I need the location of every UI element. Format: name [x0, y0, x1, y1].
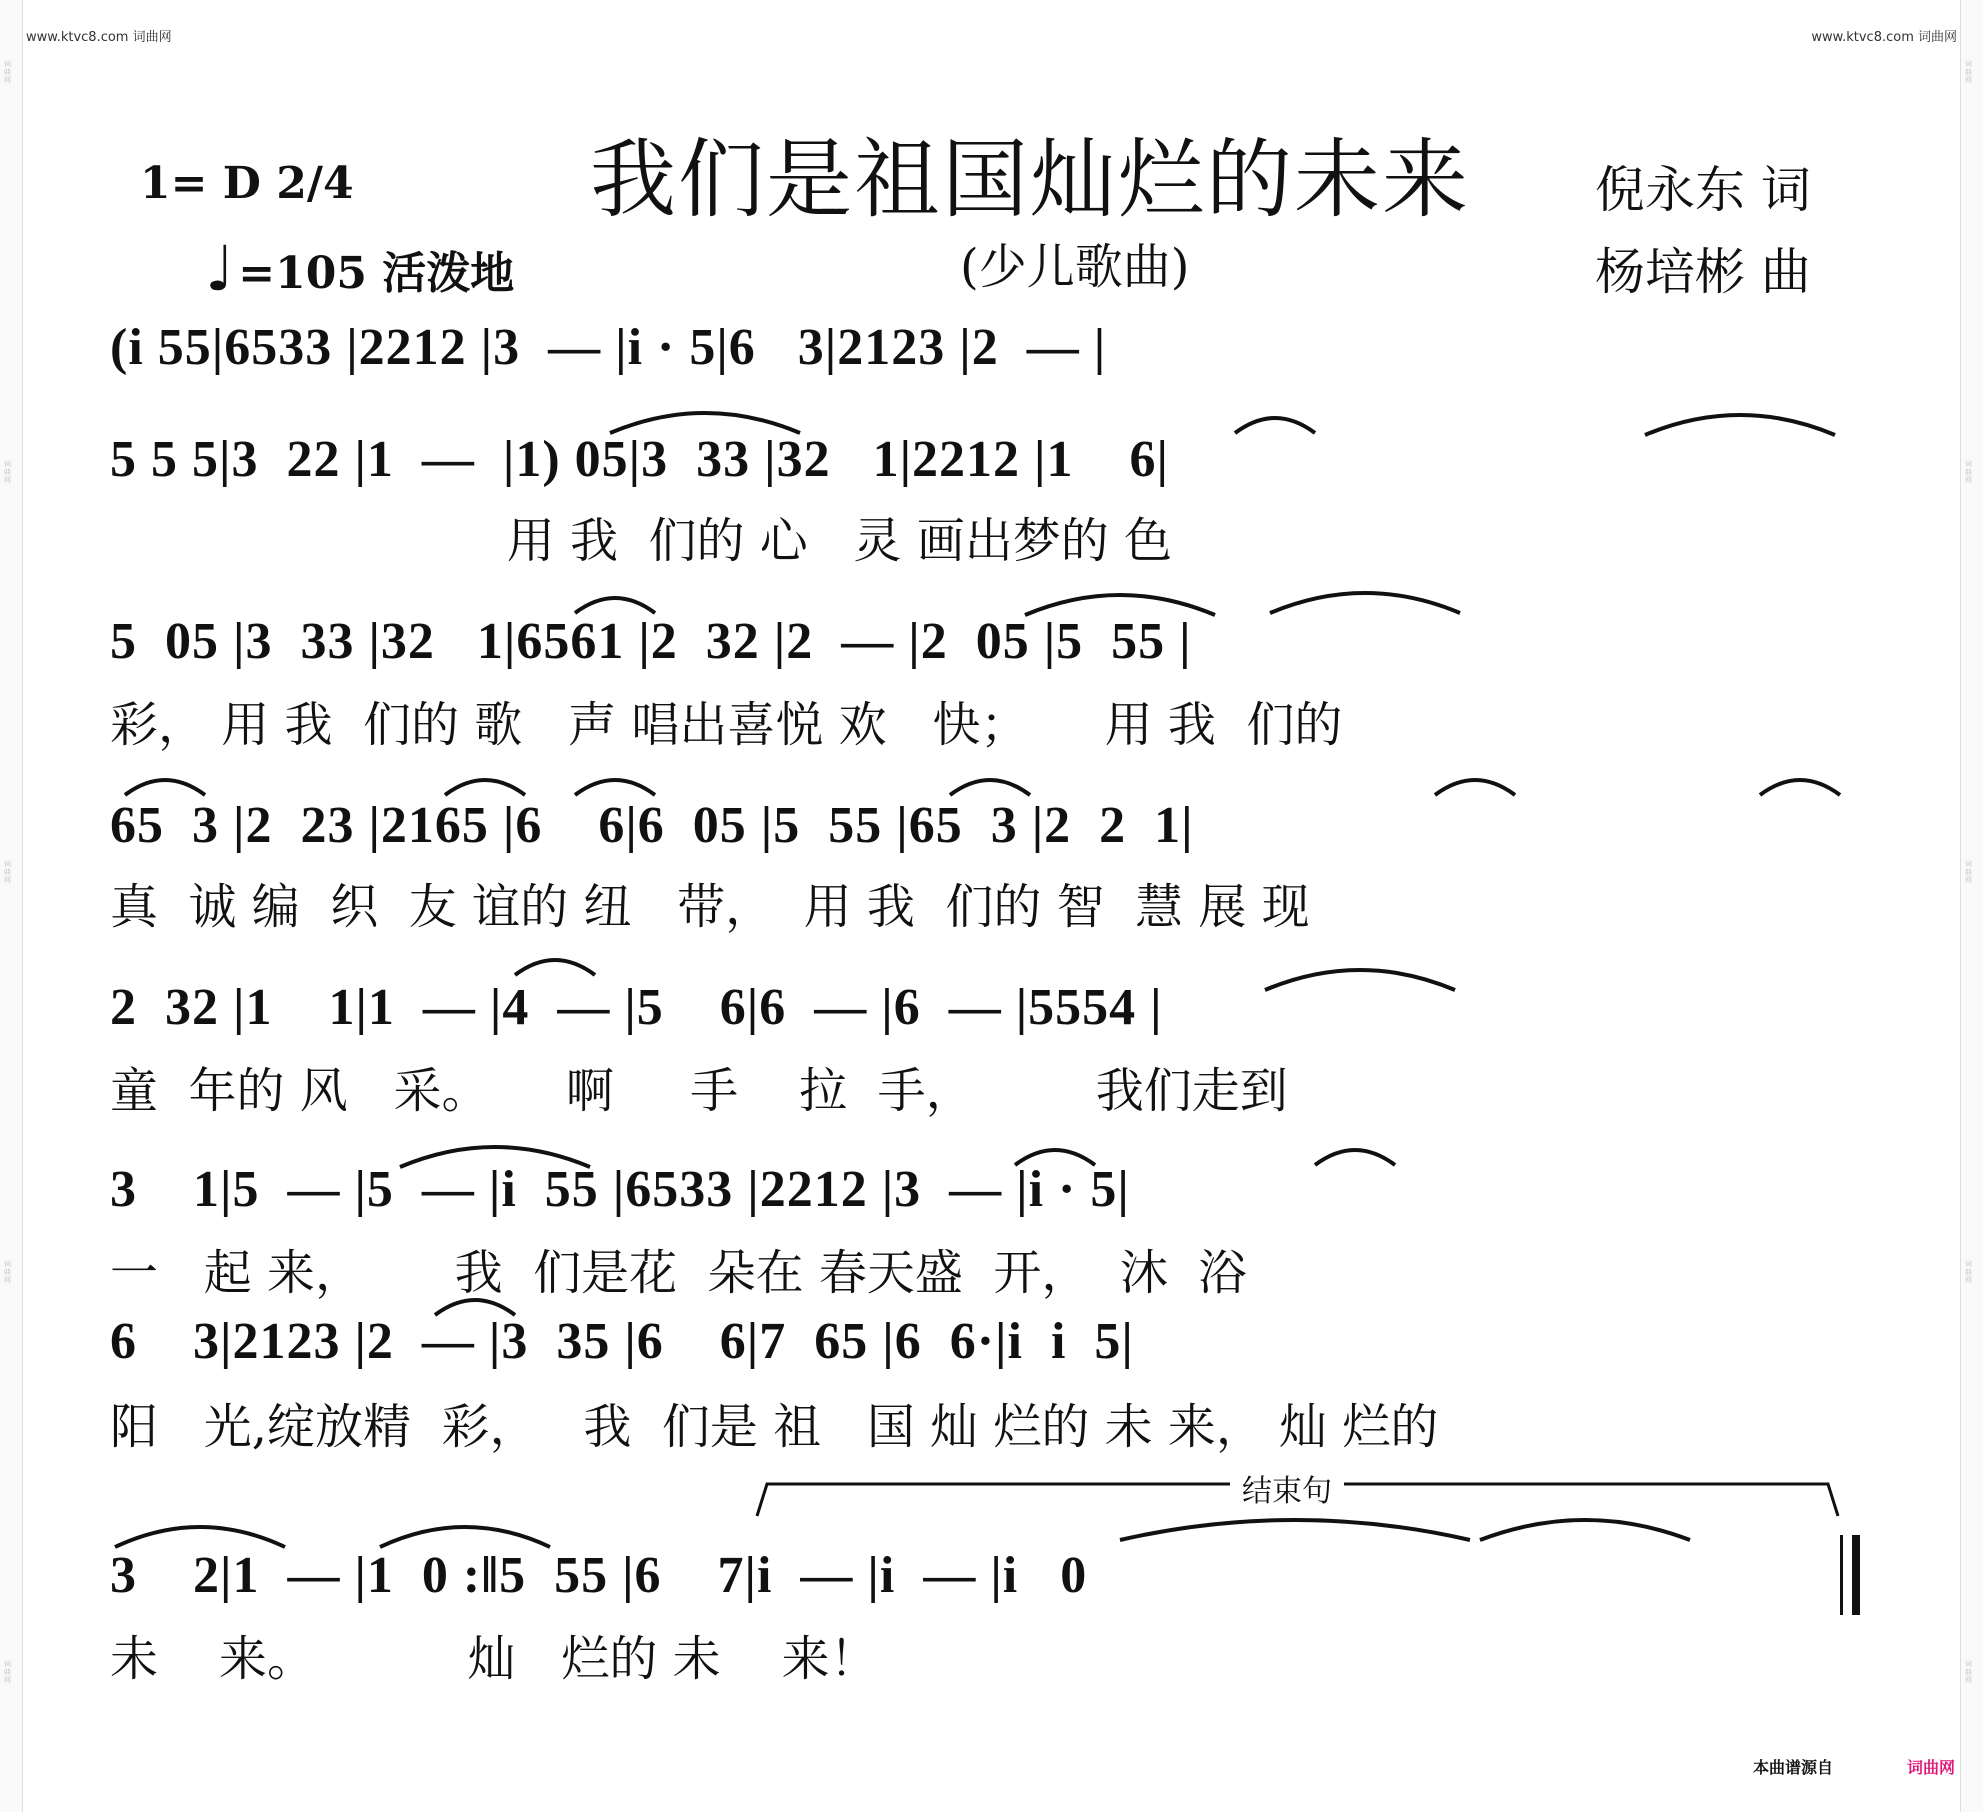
- notation-row-5: 2 32 |1 1|1 — |4 — |5 6|6 — |6 — |5554 |: [110, 979, 1163, 1036]
- slur-mark: [110, 1512, 290, 1552]
- composer-credit: 杨培彬 曲: [1595, 243, 1811, 301]
- lyric-row-2: 用 我 们的 心 灵 画出梦的 色: [110, 513, 1173, 569]
- right-margin-strip: [1960, 0, 1983, 1812]
- side-watermark: 词曲网: [4, 1260, 11, 1284]
- lyric-row-7: 阳 光,绽放精 彩， 我 们是 祖 国 灿 烂的 未 来， 灿 烂的: [110, 1399, 1439, 1455]
- site-watermark-left: www.ktvc8.com 词曲网: [26, 30, 172, 45]
- slur-mark: [1265, 578, 1465, 618]
- lyric-row-3: 彩， 用 我 们的 歌 声 唱出喜悦 欢 快； 用 我 们的: [110, 697, 1343, 753]
- side-watermark: 词曲网: [1965, 60, 1972, 84]
- side-watermark: 词曲网: [4, 460, 11, 484]
- slur-mark: [1010, 1140, 1100, 1170]
- lyric-row-8: 未 来。 灿 烂的 未 来！: [110, 1631, 878, 1687]
- slur-mark: [440, 770, 530, 800]
- lyric-row-5: 童 年的 风 采。 啊 手 拉 手， 我们走到: [110, 1063, 1288, 1119]
- song-title: 我们是祖国灿烂的未来: [590, 130, 1470, 230]
- slur-mark: [945, 770, 1035, 800]
- notation-row-8: 3 2|1 — |1 0 :‖5 55 |6 7|i — |i — |i 0: [110, 1547, 1088, 1604]
- notation-row-7: 6 3|2123 |2 — |3 35 |6 6|7 65 |6 6·|i i 5|: [110, 1313, 1134, 1370]
- final-barline-thin: [1840, 1535, 1843, 1615]
- slur-mark: [1310, 1140, 1400, 1170]
- slur-mark: [1640, 400, 1840, 440]
- key-signature: 1= D 2/4: [140, 158, 354, 209]
- slur-mark: [570, 588, 660, 618]
- quarter-note-icon: ♩: [205, 232, 235, 305]
- footer-source-note: 本曲谱源自: [1752, 1758, 1833, 1777]
- tempo-marking: [205, 232, 514, 305]
- slur-mark: [510, 950, 600, 980]
- slur-mark: [430, 1290, 520, 1320]
- slur-mark: [1020, 580, 1220, 620]
- slur-mark: [605, 398, 805, 438]
- slur-mark: [120, 770, 210, 800]
- slur-mark: [1475, 1505, 1695, 1545]
- left-margin-strip: [0, 0, 23, 1812]
- side-watermark: 词曲网: [4, 1660, 11, 1684]
- slur-mark: [1115, 1505, 1475, 1545]
- final-barline-thick: [1852, 1535, 1860, 1615]
- slur-mark: [375, 1512, 555, 1552]
- side-watermark: 词曲网: [4, 60, 11, 84]
- site-watermark-right: www.ktvc8.com 词曲网: [1811, 30, 1957, 45]
- slur-mark: [1430, 770, 1520, 800]
- slur-mark: [395, 1132, 595, 1172]
- song-subtitle: (少儿歌曲): [960, 239, 1190, 295]
- notation-row-4: 65 3 |2 23 |2165 |6 6|6 05 |5 55 |65 3 |2 2 1|: [110, 797, 1194, 854]
- slur-mark: [570, 770, 660, 800]
- side-watermark: 词曲网: [1965, 1660, 1972, 1684]
- side-watermark: 词曲网: [4, 860, 11, 884]
- notation-row-6: 3 1|5 — |5 — |i 55 |6533 |2212 |3 — |i · 5|: [110, 1161, 1130, 1218]
- ending-label: 结束句: [1230, 1466, 1344, 1510]
- lyric-row-4: 真 诚 编 织 友 谊的 纽 带， 用 我 们的 智 慧 展 现: [110, 879, 1310, 935]
- tempo-text: =105 活泼地: [238, 247, 515, 299]
- footer-site-link[interactable]: 词曲网: [1906, 1758, 1955, 1777]
- side-watermark: 词曲网: [1965, 1260, 1972, 1284]
- slur-mark: [1755, 770, 1845, 800]
- notation-row-3: 5 05 |3 33 |32 1|6561 |2 32 |2 — |2 05 |5 55 |: [110, 613, 1192, 670]
- side-watermark: 词曲网: [1965, 460, 1972, 484]
- slur-mark: [1260, 955, 1460, 995]
- slur-mark: [1230, 408, 1320, 438]
- notation-row-2: 5 5 5|3 22 |1 — |1) 05|3 33 |32 1|2212 |1 6|: [110, 431, 1169, 488]
- notation-row-1: (i 55|6533 |2212 |3 — |i · 5|6 3|2123 |2 — |: [110, 319, 1107, 376]
- lyricist-credit: 倪永东 词: [1595, 161, 1811, 219]
- side-watermark: 词曲网: [1965, 860, 1972, 884]
- lyric-row-6: 一 起 来， 我 们是花 朵在 春天盛 开， 沐 浴: [110, 1245, 1247, 1301]
